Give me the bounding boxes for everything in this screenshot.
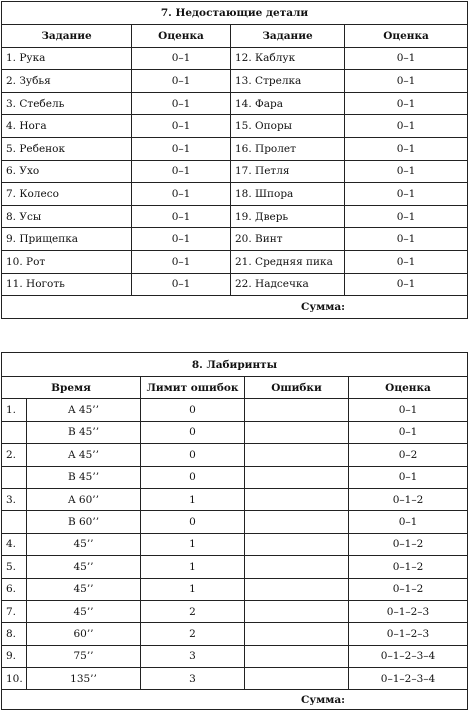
- task-cell: 22. Надсечка: [231, 273, 345, 296]
- header-score: Оценка: [349, 377, 468, 399]
- time-cell: A 60’’: [27, 488, 141, 510]
- section-8-title: 8. Лабиринты: [2, 353, 468, 377]
- errors-cell[interactable]: [245, 399, 349, 421]
- header-time: Время: [2, 377, 141, 399]
- score-range-cell: 0–1: [345, 228, 468, 251]
- task-cell: 10. Рот: [2, 250, 132, 273]
- item-number-cell: 9.: [2, 645, 27, 667]
- score-range-cell: 0–1–2–3: [349, 600, 468, 622]
- score-range-cell: 0–1: [132, 115, 231, 138]
- error-limit-cell: 2: [141, 623, 245, 645]
- table-row: [2, 444, 468, 466]
- task-cell: 8. Усы: [2, 205, 132, 228]
- table-row: [2, 183, 468, 206]
- table-row: [2, 115, 468, 138]
- score-range-cell: 0–1: [345, 160, 468, 183]
- error-limit-cell: 0: [141, 399, 245, 421]
- score-range-cell: 0–1: [345, 47, 468, 70]
- header-errors: Ошибки: [245, 377, 349, 399]
- errors-cell[interactable]: [245, 421, 349, 443]
- table-row: [2, 488, 468, 510]
- score-range-cell: 0–1–2: [349, 578, 468, 600]
- score-range-cell: 0–1: [132, 92, 231, 115]
- time-cell: A 45’’: [27, 399, 141, 421]
- item-number-cell: 5.: [2, 556, 27, 578]
- score-range-cell: 0–1: [132, 273, 231, 296]
- score-range-cell: 0–2: [349, 444, 468, 466]
- error-limit-cell: 3: [141, 668, 245, 690]
- table-row: [2, 92, 468, 115]
- error-limit-cell: 0: [141, 511, 245, 533]
- task-cell: 14. Фара: [231, 92, 345, 115]
- sum-row: [2, 690, 468, 710]
- time-cell: B 45’’: [27, 421, 141, 443]
- header-task-right: Задание: [231, 25, 345, 48]
- time-cell: 75’’: [27, 645, 141, 667]
- errors-cell[interactable]: [245, 444, 349, 466]
- score-range-cell: 0–1: [349, 421, 468, 443]
- item-number-cell: 4.: [2, 533, 27, 555]
- task-cell: 2. Зубья: [2, 70, 132, 93]
- error-limit-cell: 3: [141, 645, 245, 667]
- error-limit-cell: 1: [141, 533, 245, 555]
- header-score-left: Оценка: [132, 25, 231, 48]
- errors-cell[interactable]: [245, 623, 349, 645]
- score-range-cell: 0–1: [132, 183, 231, 206]
- score-range-cell: 0–1: [345, 273, 468, 296]
- item-number-cell: [2, 511, 27, 533]
- error-limit-cell: 1: [141, 556, 245, 578]
- errors-cell[interactable]: [245, 578, 349, 600]
- table-row: [2, 70, 468, 93]
- task-cell: 4. Нога: [2, 115, 132, 138]
- score-range-cell: 0–1: [349, 511, 468, 533]
- error-limit-cell: 1: [141, 578, 245, 600]
- task-cell: 19. Дверь: [231, 205, 345, 228]
- score-range-cell: 0–1: [345, 205, 468, 228]
- table-row: [2, 623, 468, 645]
- score-range-cell: 0–1: [345, 92, 468, 115]
- error-limit-cell: 0: [141, 421, 245, 443]
- item-number-cell: 2.: [2, 444, 27, 466]
- score-range-cell: 0–1–2–3–4: [349, 668, 468, 690]
- error-limit-cell: 1: [141, 488, 245, 510]
- item-number-cell: 8.: [2, 623, 27, 645]
- task-cell: 16. Пролет: [231, 137, 345, 160]
- task-cell: 17. Петля: [231, 160, 345, 183]
- time-cell: 45’’: [27, 578, 141, 600]
- table-row: [2, 228, 468, 251]
- task-cell: 15. Опоры: [231, 115, 345, 138]
- errors-cell[interactable]: [245, 466, 349, 488]
- errors-cell[interactable]: [245, 511, 349, 533]
- table-row: [2, 668, 468, 690]
- table-row: [2, 600, 468, 622]
- score-range-cell: 0–1–2: [349, 533, 468, 555]
- error-limit-cell: 0: [141, 444, 245, 466]
- score-range-cell: 0–1–2–3–4: [349, 645, 468, 667]
- item-number-cell: [2, 466, 27, 488]
- header-error-limit: Лимит ошибок: [141, 377, 245, 399]
- header-task-left: Задание: [2, 25, 132, 48]
- table-row: [2, 533, 468, 555]
- score-range-cell: 0–1: [132, 250, 231, 273]
- score-range-cell: 0–1: [345, 137, 468, 160]
- task-cell: 7. Колесо: [2, 183, 132, 206]
- score-range-cell: 0–1: [349, 399, 468, 421]
- score-range-cell: 0–1: [345, 115, 468, 138]
- score-range-cell: 0–1: [132, 205, 231, 228]
- score-range-cell: 0–1: [132, 137, 231, 160]
- item-number-cell: 1.: [2, 399, 27, 421]
- errors-cell[interactable]: [245, 600, 349, 622]
- error-limit-cell: 2: [141, 600, 245, 622]
- time-cell: A 45’’: [27, 444, 141, 466]
- errors-cell[interactable]: [245, 533, 349, 555]
- time-cell: B 45’’: [27, 466, 141, 488]
- task-cell: 5. Ребенок: [2, 137, 132, 160]
- section-7-title: 7. Недостающие детали: [2, 2, 468, 25]
- task-cell: 6. Ухо: [2, 160, 132, 183]
- task-cell: 11. Ноготь: [2, 273, 132, 296]
- task-cell: 13. Стрелка: [231, 70, 345, 93]
- item-number-cell: [2, 421, 27, 443]
- table-row: [2, 273, 468, 296]
- error-limit-cell: 0: [141, 466, 245, 488]
- time-cell: 45’’: [27, 533, 141, 555]
- task-cell: 12. Каблук: [231, 47, 345, 70]
- score-range-cell: 0–1: [345, 250, 468, 273]
- score-range-cell: 0–1: [349, 466, 468, 488]
- table-row: [2, 466, 468, 488]
- score-range-cell: 0–1: [132, 47, 231, 70]
- sum-label: Сумма:: [2, 296, 468, 319]
- score-range-cell: 0–1–2: [349, 488, 468, 510]
- sum-label: Сумма:: [2, 690, 468, 710]
- errors-cell[interactable]: [245, 556, 349, 578]
- table-row: [2, 421, 468, 443]
- table-row: [2, 160, 468, 183]
- score-range-cell: 0–1: [132, 70, 231, 93]
- time-cell: 45’’: [27, 556, 141, 578]
- item-number-cell: 6.: [2, 578, 27, 600]
- errors-cell[interactable]: [245, 645, 349, 667]
- table-row: [2, 137, 468, 160]
- score-range-cell: 0–1–2–3: [349, 623, 468, 645]
- task-cell: 1. Рука: [2, 47, 132, 70]
- missing-details-table: [1, 1, 468, 319]
- table-row: [2, 250, 468, 273]
- sum-row: [2, 296, 468, 319]
- item-number-cell: 3.: [2, 488, 27, 510]
- table-row: [2, 47, 468, 70]
- header-score-right: Оценка: [345, 25, 468, 48]
- table-row: [2, 645, 468, 667]
- score-range-cell: 0–1: [132, 160, 231, 183]
- task-cell: 3. Стебель: [2, 92, 132, 115]
- score-range-cell: 0–1–2: [349, 556, 468, 578]
- time-cell: B 60’’: [27, 511, 141, 533]
- score-range-cell: 0–1: [345, 183, 468, 206]
- table-row: [2, 556, 468, 578]
- time-cell: 135’’: [27, 668, 141, 690]
- item-number-cell: 7.: [2, 600, 27, 622]
- errors-cell[interactable]: [245, 668, 349, 690]
- time-cell: 60’’: [27, 623, 141, 645]
- score-range-cell: 0–1: [345, 70, 468, 93]
- task-cell: 9. Прищепка: [2, 228, 132, 251]
- table-row: [2, 399, 468, 421]
- time-cell: 45’’: [27, 600, 141, 622]
- table-row: [2, 511, 468, 533]
- table-row: [2, 578, 468, 600]
- task-cell: 20. Винт: [231, 228, 345, 251]
- mazes-table: [1, 352, 468, 710]
- item-number-cell: 10.: [2, 668, 27, 690]
- task-cell: 21. Средняя пика: [231, 250, 345, 273]
- score-range-cell: 0–1: [132, 228, 231, 251]
- task-cell: 18. Шпора: [231, 183, 345, 206]
- table-row: [2, 205, 468, 228]
- errors-cell[interactable]: [245, 488, 349, 510]
